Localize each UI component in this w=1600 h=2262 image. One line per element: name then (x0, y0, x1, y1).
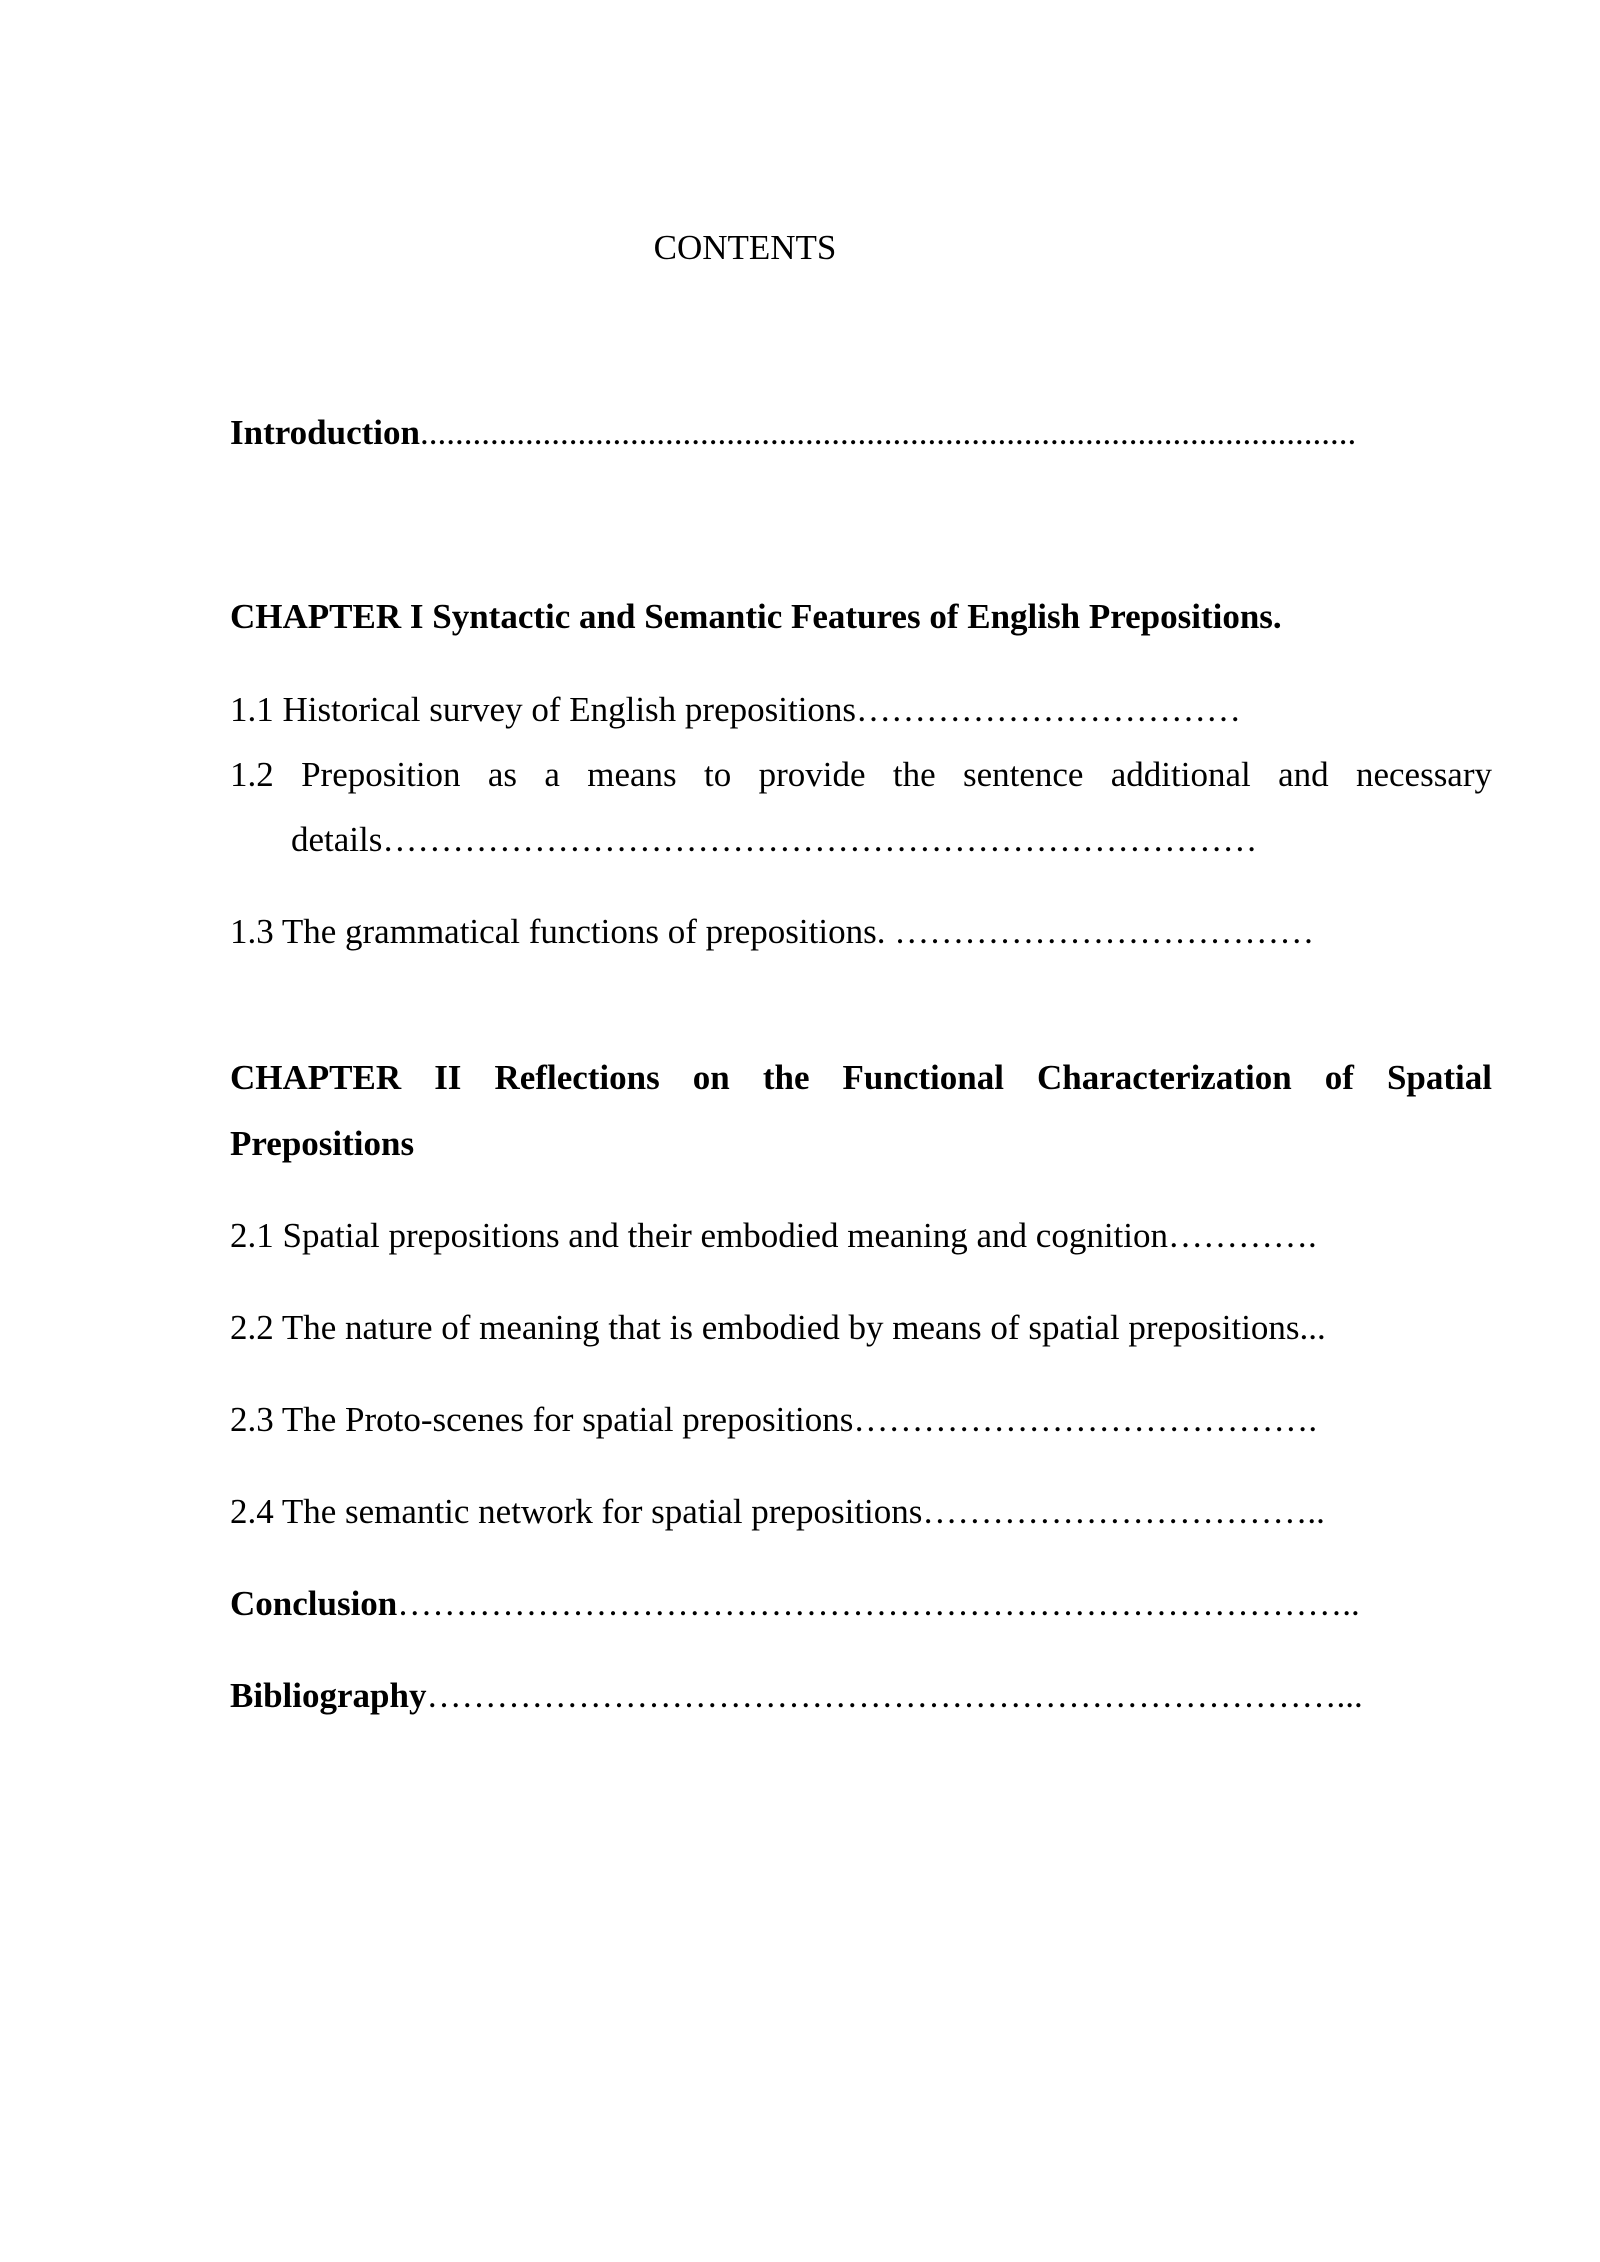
chapter-2-heading-continuation: Prepositions (230, 1124, 415, 1163)
chapter-2-heading: CHAPTER II Reflections on the Functional Characterization of Spatial (230, 1058, 1492, 1097)
toc-leader: ……………………………………………………………………... (426, 1676, 1363, 1715)
toc-entry-label: Introduction (230, 413, 420, 452)
toc-entry-label: Conclusion (230, 1584, 398, 1623)
toc-leader: ……………………………………………………………………….. (397, 1584, 1360, 1623)
toc-entry-2-3: 2.3 The Proto-scenes for spatial prepositions…………………………………. (230, 1400, 1318, 1439)
toc-entry-1-1: 1.1 Historical survey of English prepositions…………………………… (230, 690, 1242, 729)
toc-entry-2-2: 2.2 The nature of meaning that is embodied by means of spatial prepositions... (230, 1308, 1326, 1347)
toc-leader: ........................................................................................................... (419, 413, 1357, 452)
toc-entry-label: Bibliography (230, 1676, 427, 1715)
toc-entry-bibliography (230, 1676, 1363, 1716)
toc-entry-1-2-continuation: details………………………………………………………………… (291, 820, 1258, 859)
toc-entry-1-2: 1.2 Preposition as a means to provide the sentence additional and necessary (230, 755, 1492, 794)
toc-entry-1-3: 1.3 The grammatical functions of prepositions. ……………………………… (230, 912, 1315, 951)
toc-entry-conclusion (230, 1584, 1360, 1624)
toc-entry-2-1: 2.1 Spatial prepositions and their embodied meaning and cognition…………. (230, 1216, 1317, 1255)
page-title: CONTENTS (653, 228, 837, 267)
chapter-1-heading: CHAPTER I Syntactic and Semantic Features of English Prepositions. (230, 597, 1282, 636)
toc-entry-2-4: 2.4 The semantic network for spatial prepositions…………………………….. (230, 1492, 1325, 1531)
toc-entry-introduction (230, 413, 1356, 453)
